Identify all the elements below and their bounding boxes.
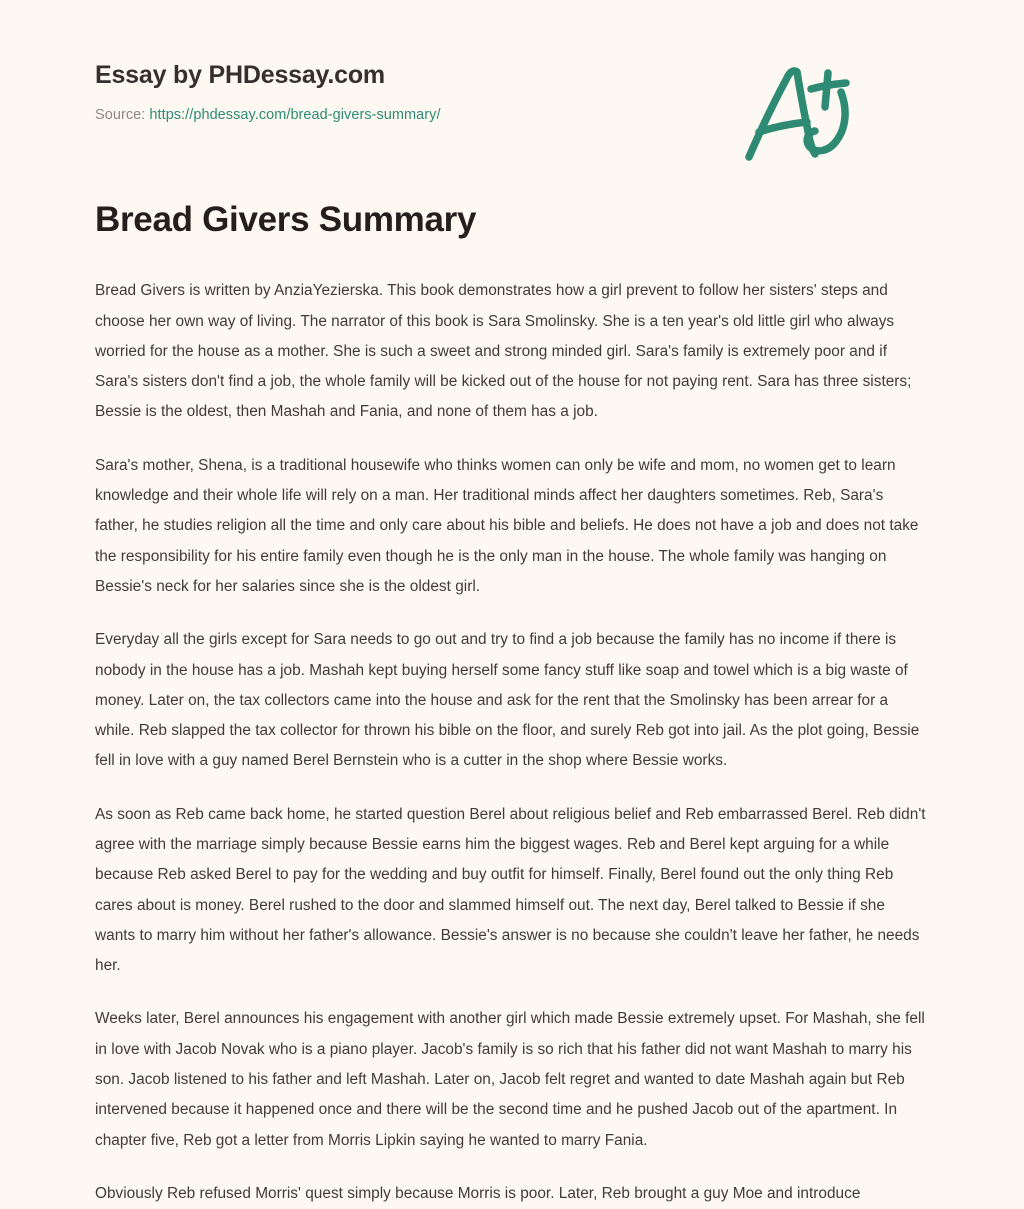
page-header — [95, 0, 929, 123]
paragraph: Everyday all the girls except for Sara needs to go out and try to find a job because the family has no income if there is nobody in the house has a job. Mashah kept buying herself some fancy stuff like soap and towel which is a big waste of money. Later on, the tax collectors came into the house and ask for the rent that the Smolinsky has been arrear for a while. Reb slapped the tax collector for thrown his bible on the floor, and surely Reb got into jail. As the plot going, Bessie fell in love with a guy named Berel Bernstein who is a cutter in the shop where Bessie works. — [95, 631, 920, 770]
source-label: Source: — [95, 106, 146, 123]
page-title: Bread Givers Summary — [95, 200, 477, 239]
brand-title: Essay by PHDessay.com — [95, 61, 385, 89]
paragraph: As soon as Reb came back home, he started question Berel about religious belief and Reb embarrassed Berel. Reb didn't agree with the marriage simply because Bessie earns him the biggest wages. Reb and Berel kept arguing for a while because Reb asked Berel to pay for the wedding and buy outfit for himself. Finally, Berel found out the only thing Reb cares about is money. Berel rushed to the door and slammed himself out. The next day, Berel talked to Bessie if she wants to marry him without her father's allowance. Bessie's answer is no because she couldn't leave her father, he needs her. — [95, 805, 926, 975]
paragraph: Obviously Reb refused Morris' quest simply because Morris is poor. Later, Reb brought a guy Moe and introduce — [95, 1184, 861, 1202]
essay-body — [95, 240, 929, 1209]
paragraph: Weeks later, Berel announces his engagement with another girl which made Bessie extremely upset. For Mashah, she fell in love with Jacob Novak who is a piano player. Jacob's family is so rich that his father did not want Mashah to marry his son. Jacob listened to his father and left Mashah. Later on, Jacob felt regret and wanted to date Mashah again but Reb intervened because it happened once and there will be the second time and he pushed Jacob out of the apartment. In chapter five, Reb got a letter from Morris Lipkin saying he wanted to marry Fania. — [95, 1010, 925, 1149]
source-url-link[interactable]: https://phdessay.com/bread-givers-summary/ — [149, 106, 441, 123]
paragraph: Sara's mother, Shena, is a traditional housewife who thinks women can only be wife and mom, no women get to learn knowledge and their whole life will rely on a man. Her traditional minds affect her daughters sometimes. Reb, Sara's father, he studies religion all the time and only care about his bible and beliefs. He does not have a job and does not take the responsibility for his entire family even though he is the only man in the house. The whole family was hanging on Bessie's neck for her salaries since she is the oldest girl. — [95, 456, 919, 595]
paragraph: Bread Givers is written by AnziaYezierska. This book demonstrates how a girl prevent to follow her sisters' steps and choose her own way of living. The narrator of this book is Sara Smolinsky. She is a ten year's old little girl who always worried for the house as a mother. She is such a sweet and strong minded girl. Sara's family is extremely poor and if Sara's sisters don't find a job, the whole family will be kicked out of the house for not paying rent. Sara has three sisters; Bessie is the oldest, then Mashah and Fania, and none of them has a job. — [95, 282, 912, 421]
a-plus-logo — [737, 58, 867, 163]
